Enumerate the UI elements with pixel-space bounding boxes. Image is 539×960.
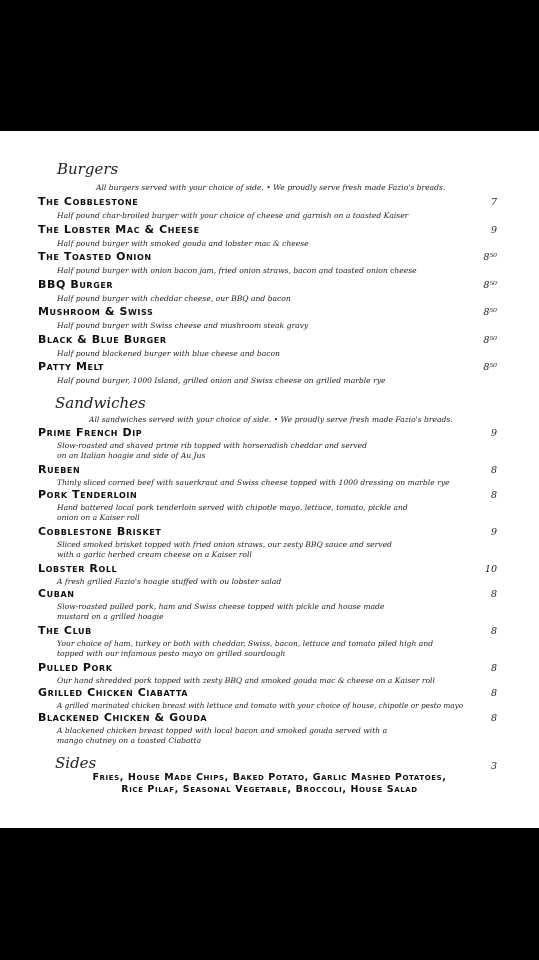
item-description: Slow-roasted and shaved prime rib topped with horseradish cheddar and served on an Italian hoagie and side of Au Jus bbox=[57, 441, 367, 460]
item-price: 9 bbox=[490, 225, 497, 236]
item-description: Hand battered local pork tenderloin served with chipotle mayo, lettuce, tomato, pickle and onion on a Kaiser roll bbox=[57, 503, 408, 522]
item-price: 8⁵⁰ bbox=[483, 280, 497, 291]
item-description: Half pound char-broiled burger with your choice of cheese and garnish on a toasted Kaiser bbox=[57, 211, 409, 220]
item-price: 8 bbox=[490, 713, 497, 724]
item-price: 10 bbox=[484, 564, 497, 575]
sides-list-line-1: Fries, House Made Chips, Baked Potato, Garlic Mashed Potatoes, bbox=[92, 772, 447, 783]
item-name: Black & Blue Burger bbox=[38, 333, 167, 346]
item-description: Half pound burger, 1000 Island, grilled onion and Swiss cheese on grilled marble rye bbox=[57, 376, 386, 385]
item-name: Rueben bbox=[38, 463, 81, 476]
item-name: Pulled Pork bbox=[38, 661, 113, 674]
item-description: Half pound burger with onion bacon jam, fried onion straws, bacon and toasted onion cheese bbox=[57, 266, 417, 275]
item-name: Mushroom & Swiss bbox=[38, 305, 154, 318]
item-name: Blackened Chicken & Gouda bbox=[38, 711, 208, 724]
sides-title: Sides bbox=[55, 754, 97, 772]
item-description: Half pound burger with cheddar cheese, our BBQ and bacon bbox=[57, 294, 291, 303]
item-price: 7 bbox=[490, 197, 497, 208]
item-name: The Club bbox=[38, 624, 92, 637]
item-description: Half pound burger with smoked gouda and lobster mac & cheese bbox=[57, 239, 309, 248]
menu-page bbox=[0, 131, 539, 828]
sides-list-line-2: Rice Pilaf, Seasonal Vegetable, Broccoli, House Salad bbox=[121, 784, 418, 795]
item-name: Grilled Chicken Ciabatta bbox=[38, 686, 189, 699]
item-description: Your choice of ham, turkey or both with cheddar, Swiss, bacon, lettuce and tomato piled high and topped with our infamous pesto mayo on grilled sourdough bbox=[57, 639, 434, 658]
item-description: Sliced smoked brisket topped with fried onion straws, our zesty BBQ sauce and served with a garlic herbed cream cheese on a Kaiser roll bbox=[57, 540, 392, 559]
item-description: A fresh grilled Fazio's hoagie stuffed with ou lobster salad bbox=[57, 577, 282, 586]
item-price: 8 bbox=[490, 465, 497, 476]
item-name: Patty Melt bbox=[38, 360, 104, 373]
item-name: Prime French Dip bbox=[38, 426, 143, 439]
item-description: Half pound blackened burger with blue cheese and bacon bbox=[57, 349, 281, 358]
item-name: The Lobster Mac & Cheese bbox=[38, 223, 200, 236]
item-price: 9 bbox=[490, 428, 497, 439]
item-price: 9 bbox=[490, 527, 497, 538]
item-name: The Toasted Onion bbox=[38, 250, 152, 263]
item-price: 8 bbox=[490, 589, 497, 600]
item-price: 8⁵⁰ bbox=[483, 335, 497, 346]
item-description: Our hand shredded pork topped with zesty BBQ and smoked gouda mac & cheese on a Kaiser roll bbox=[57, 676, 435, 685]
item-price: 8 bbox=[490, 688, 497, 699]
item-description: Thinly sliced corned beef with sauerkraut and Swiss cheese topped with 1000 dressing on marble rye bbox=[57, 478, 450, 487]
item-name: Lobster Roll bbox=[38, 562, 118, 575]
sandwiches-title: Sandwiches bbox=[55, 394, 146, 412]
item-description: Half pound burger with Swiss cheese and mushroom steak gravy bbox=[57, 321, 309, 330]
item-price: 8⁵⁰ bbox=[483, 252, 497, 263]
item-name: The Cobblestone bbox=[38, 195, 139, 208]
item-price: 8⁵⁰ bbox=[483, 362, 497, 373]
sides-price: 3 bbox=[490, 761, 497, 772]
item-price: 8 bbox=[490, 626, 497, 637]
item-name: Cobblestone Brisket bbox=[38, 525, 162, 538]
item-name: BBQ Burger bbox=[38, 278, 114, 291]
item-price: 8 bbox=[490, 490, 497, 501]
item-description: Slow-roasted pulled pork, ham and Swiss cheese topped with pickle and house made mustard on a grilled hoagie bbox=[57, 602, 385, 621]
item-price: 8⁵⁰ bbox=[483, 307, 497, 318]
item-description: A grilled marinated chicken breast with lettuce and tomato with your choice of house, chipotle or pesto mayo bbox=[57, 701, 464, 710]
item-name: Pork Tenderloin bbox=[38, 488, 138, 501]
burgers-title: Burgers bbox=[57, 160, 119, 178]
sandwiches-note: All sandwiches served with your choice of side. • We proudly serve fresh made Fazio's breads. bbox=[89, 415, 453, 424]
burgers-note: All burgers served with your choice of side. • We proudly serve fresh made Fazio's breads. bbox=[96, 183, 446, 192]
item-description: A blackened chicken breast topped with local bacon and smoked gouda served with a mango chutney on a toasted Ciabatta bbox=[57, 726, 388, 745]
item-price: 8 bbox=[490, 663, 497, 674]
item-name: Cuban bbox=[38, 587, 75, 600]
